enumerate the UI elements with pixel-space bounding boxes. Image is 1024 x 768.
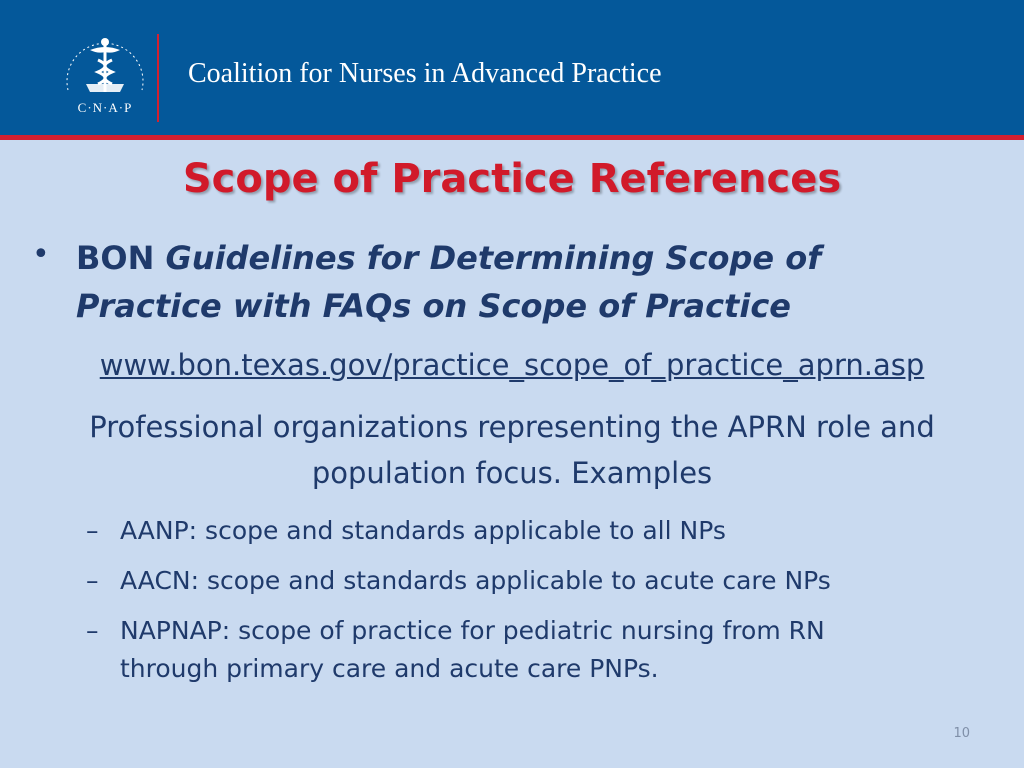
list-item-text: AACN: scope and standards applicable to acute care NPs — [120, 566, 831, 595]
bon-website-link[interactable]: www.bon.texas.gov/practice_scope_of_practice_aprn.asp — [99, 348, 925, 382]
dash-icon: – — [86, 566, 99, 595]
bullet-lead: BON — [76, 239, 166, 277]
logo-initials: C·N·A·P — [77, 100, 133, 115]
dash-icon: – — [86, 516, 99, 545]
list-item-text: NAPNAP: scope of practice for pediatric nursing from RN through primary care and acute care PNPs. — [120, 616, 825, 683]
dash-icon: – — [86, 616, 99, 645]
bullet-italic-title: Guidelines for Determining Scope of Practice with FAQs on Scope of Practice — [76, 239, 822, 325]
organizations-paragraph: Professional organizations representing the APRN role and population focus. Examples — [89, 410, 935, 490]
list-item-text: AANP: scope and standards applicable to all NPs — [120, 516, 726, 545]
page-number: 10 — [953, 726, 970, 741]
slide-title: Scope of Practice References — [182, 156, 842, 202]
bullet-text — [76, 234, 896, 330]
organization-name: Coalition for Nurses in Advanced Practice — [188, 58, 662, 89]
bullet-dot-icon: • — [32, 237, 50, 272]
